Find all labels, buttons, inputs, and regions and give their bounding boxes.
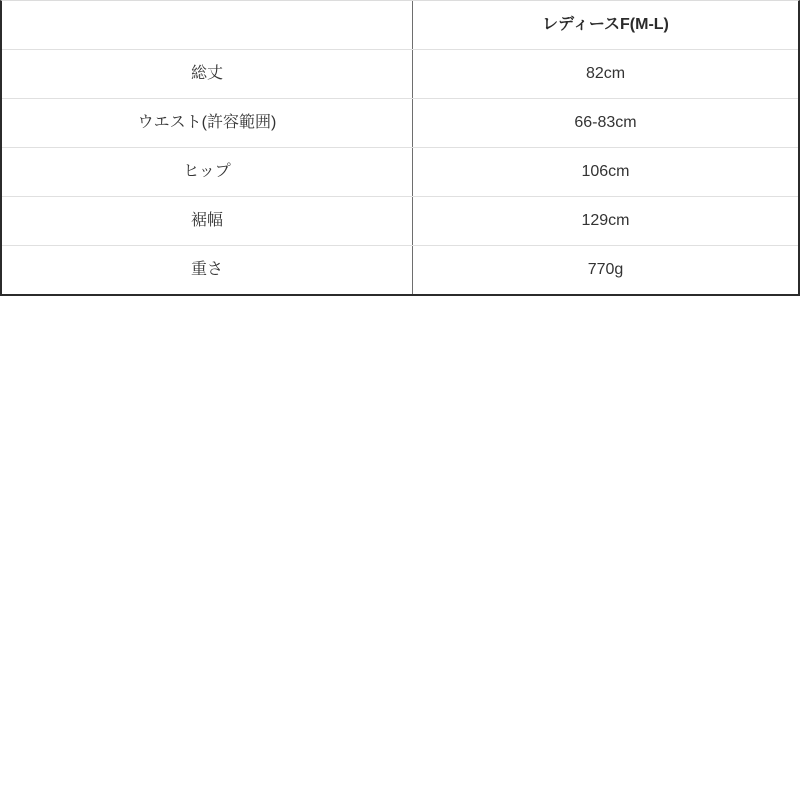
row-value: 66-83cm — [412, 99, 798, 147]
row-label: 重さ — [190, 261, 223, 278]
row-value: 82cm — [412, 50, 798, 98]
table-row-total-length — [2, 49, 798, 98]
table-row-hem-width — [2, 196, 798, 245]
header-size-cell: レディースF(M-L) — [412, 1, 798, 49]
row-value: 106cm — [412, 148, 798, 196]
row-value: 129cm — [412, 197, 798, 245]
table-row-weight — [2, 245, 798, 294]
row-label: 裾幅 — [190, 212, 223, 229]
row-label: 総丈 — [190, 65, 223, 82]
row-label: ウエスト(許容範囲) — [137, 114, 277, 131]
table-header-row — [2, 1, 798, 49]
table-row-waist — [2, 98, 798, 147]
row-value: 770g — [412, 246, 798, 294]
size-chart-table — [0, 0, 800, 296]
header-label-cell — [2, 1, 412, 49]
row-label: ヒップ — [183, 163, 231, 180]
table-row-hip — [2, 147, 798, 196]
